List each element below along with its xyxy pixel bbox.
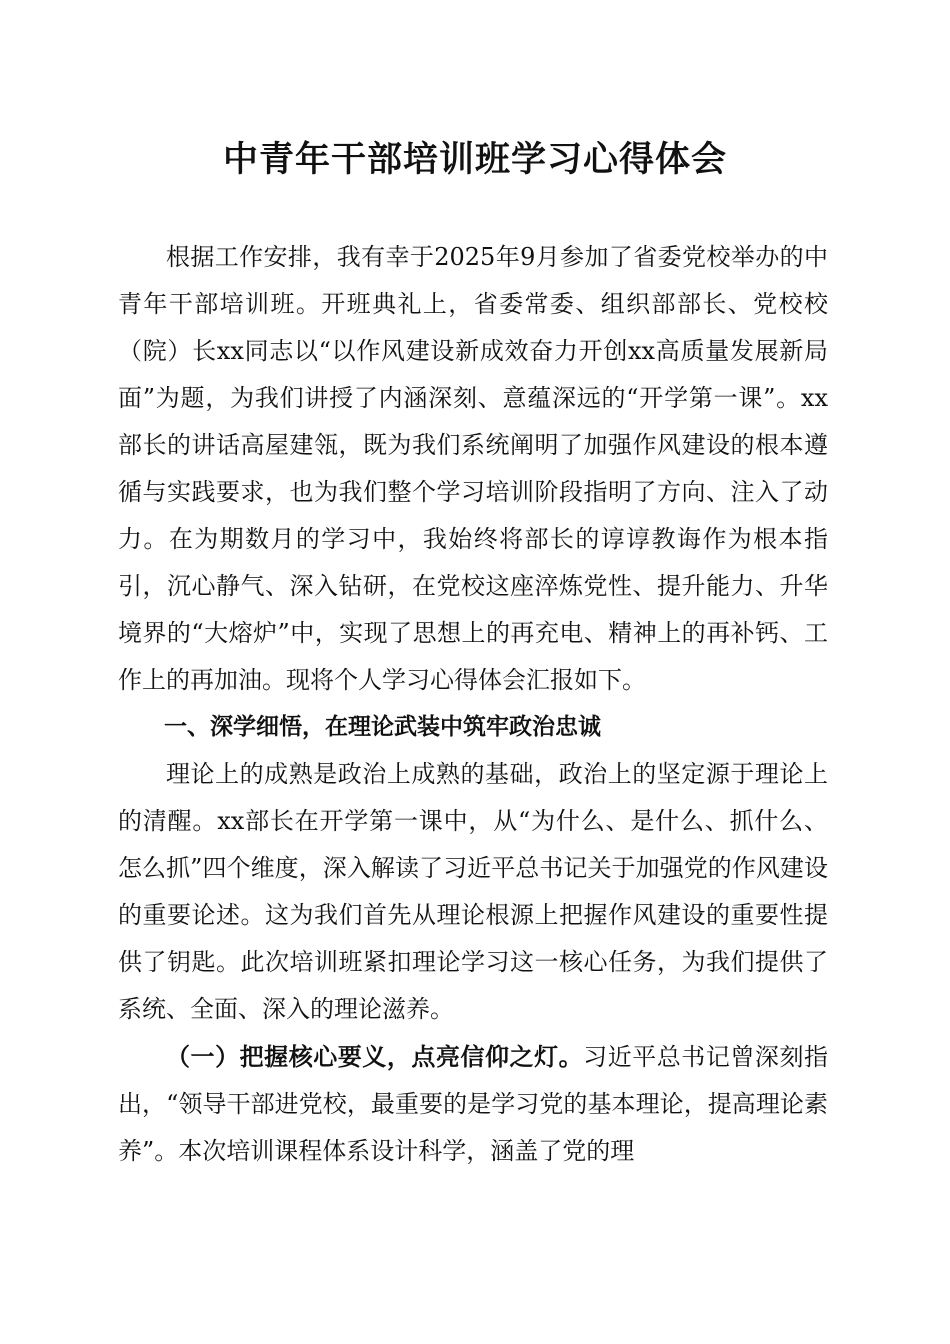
paragraph-core-meaning bbox=[118, 1033, 828, 1175]
document-title: 中青年干部培训班学习心得体会 bbox=[222, 139, 727, 180]
paragraph-core-meaning-text: 习近平总书记曾深刻指出，“领导干部进党校，最重要的是学习党的基本理论，提高理论素养”。本次培训课程体系设计科学，涵盖了党的理 bbox=[118, 1043, 829, 1165]
subheading-lead: （一）把握核心要义，点亮信仰之灯。 bbox=[166, 1042, 584, 1071]
paragraph-theory: 理论上的成熟是政治上成熟的基础，政治上的坚定源于理论上的清醒。xx部长在开学第一课中，从“为什么、是什么、抓什么、怎么抓”四个维度，深入解读了习近平总书记关于加强党的作风建设的重要论述。这为我们首先从理论根源上把握作风建设的重要性提供了钥匙。此次培训班紧扣理论学习这一核心任务，为我们提供了系统、全面、深入的理论滋养。 bbox=[118, 760, 828, 1023]
document-body bbox=[118, 234, 828, 1175]
paragraph-intro: 根据工作安排，我有幸于2025年9月参加了省委党校举办的中青年干部培训班。开班典礼上，省委常委、组织部部长、党校校（院）长xx同志以“以作风建设新成效奋力开创xx高质量发展新局面”为题，为我们讲授了内涵深刻、意蕴深远的“开学第一课”。xx部长的讲话高屋建瓴，既为我们系统阐明了加强作风建设的根本遵循与实践要求，也为我们整个学习培训阶段指明了方向、注入了动力。在为期数月的学习中，我始终将部长的谆谆教诲作为根本指引，沉心静气、深入钻研，在党校这座淬炼党性、提升能力、升华境界的“大熔炉”中，实现了思想上的再充电、精神上的再补钙、工作上的再加油。现将个人学习心得体会汇报如下。 bbox=[118, 243, 828, 694]
section-heading-1: 一、深学细悟，在理论武装中筑牢政治忠诚 bbox=[164, 714, 601, 740]
